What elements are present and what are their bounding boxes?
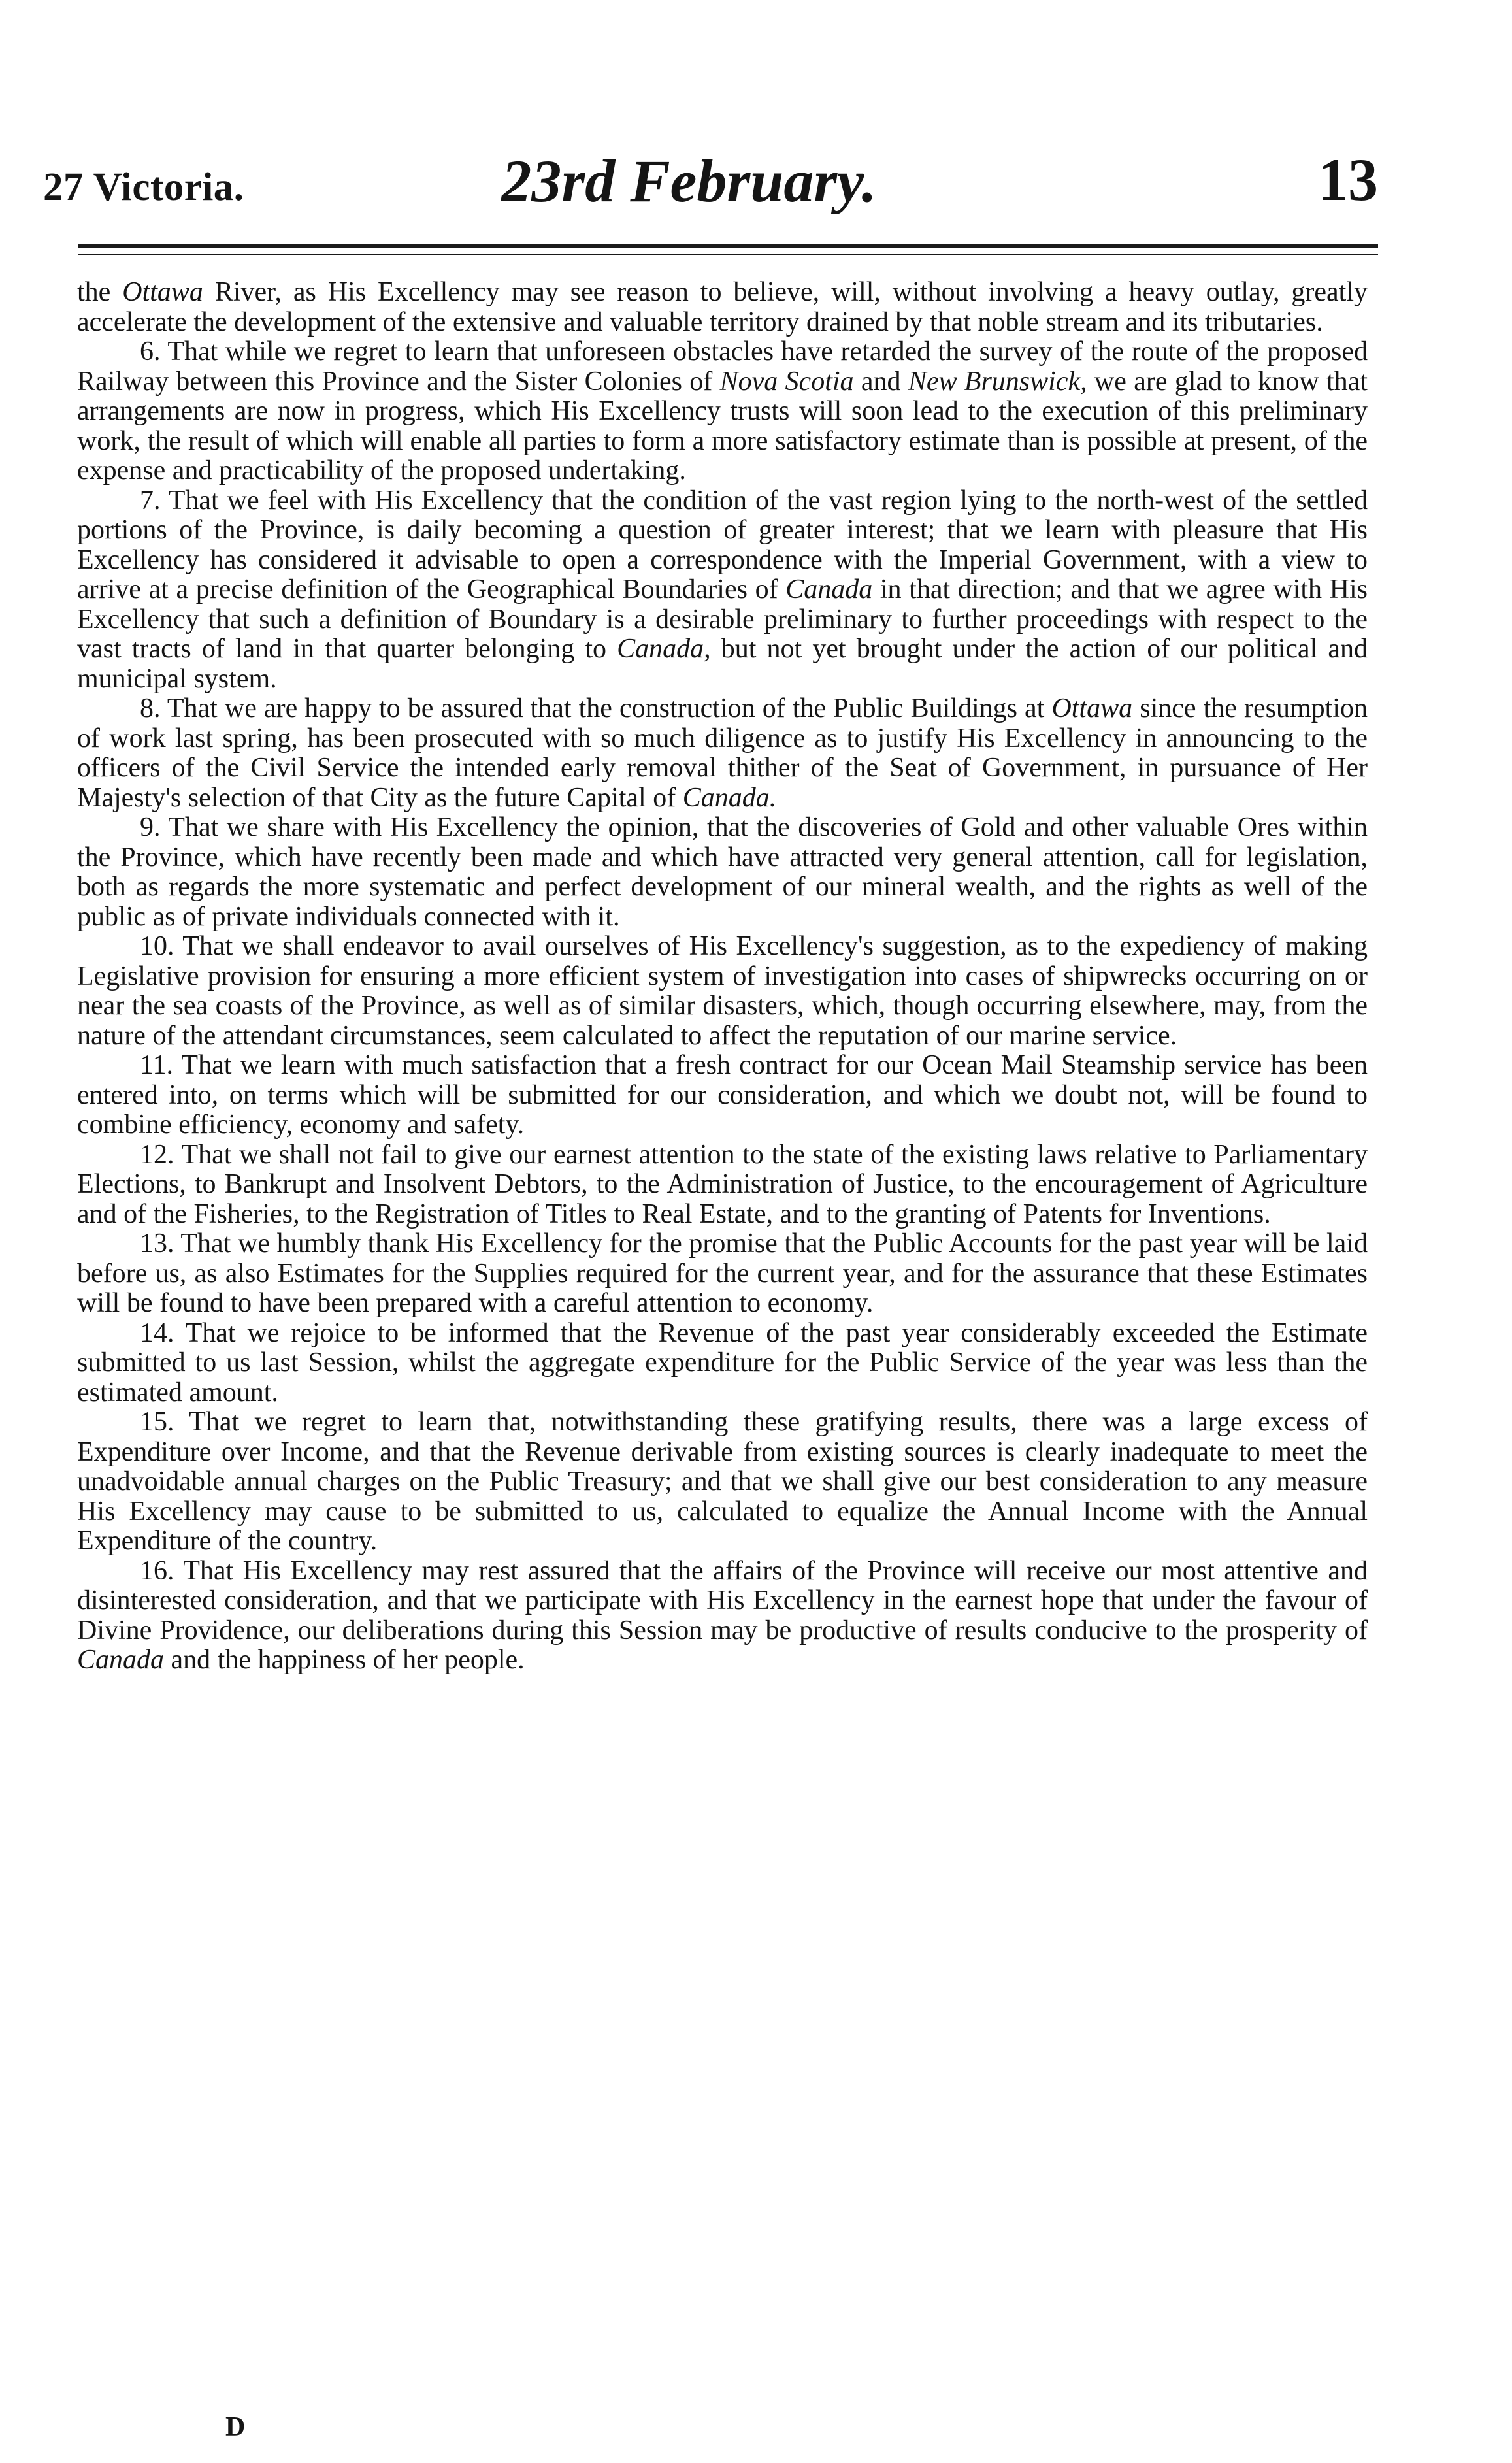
paragraph-14: 14. That we rejoice to be informed that the Revenue of the past year considerably exceeded the Estimate submitted to us last Session, whilst the aggregate expenditure for the Public Service of the year was less than the estimated amount.	[77, 1317, 1368, 1408]
paragraph-11: 11. That we learn with much satisfaction that a fresh contract for our Ocean Mail Steamship service has been entered into, on terms which will be submitted for our consideration, and which we doubt not, will be found to combine efficiency, economy and safety.	[77, 1050, 1368, 1140]
paragraph-7: 7. That we feel with His Excellency that the condition of the vast region lying to the north-west of the settled portions of the Province, is daily becoming a question of greater interest; that we learn with pleasure that His Excellency has considered it advisable to open a correspondence with the Imperial Government, with a view to arrive at a precise definition of the Geographical Boundaries of Canada in that direction; and that we agree with His Excellency that such a definition of Boundary is a desirable preliminary to further proceedings with respect to the vast tracts of land in that quarter belonging to Canada, but not yet brought under the action of our political and municipal system.	[77, 485, 1368, 694]
paragraph-8: 8. That we are happy to be assured that the construction of the Public Buildings at Ottawa since the resumption of work last spring, has been prosecuted with so much diligence as to justify His Excellency in announcing to the officers of the Civil Service the intended early removal thither of the Seat of Government, in pursuance of Her Majesty's selection of that City as the future Capital of Canada.	[77, 693, 1368, 813]
page-header	[39, 137, 1378, 216]
paragraph-13: 13. That we humbly thank His Excellency for the promise that the Public Accounts for the past year will be laid before us, as also Estimates for the Supplies required for the current year, and for the assurance that these Estimates will be found to have been prepared with a careful attention to economy.	[77, 1229, 1368, 1318]
page-date-title: 23rd February.	[501, 148, 877, 214]
page-number: 13	[1318, 146, 1378, 213]
paragraph-6: 6. That while we regret to learn that unforeseen obstacles have retarded the survey of the route of the proposed Railway between this Province and the Sister Colonies of Nova Scotia and New Brunswick, we are glad to know that arrangements are now in progress, which His Excellency trusts will soon lead to the execution of this preliminary work, the result of which will enable all parties to form a more satisfactory estimate than is possible at present, of the expense and practicability of the proposed undertaking.	[77, 337, 1368, 486]
paragraph-10: 10. That we shall endeavor to avail ourselves of His Excellency's suggestion, as to the expediency of making Legislative provision for ensuring a more efficient system of investigation into cases of shipwrecks occurring on or near the sea coasts of the Province, as well as of similar disasters, which, though occurring elsewhere, may, from the nature of the attendant circumstances, seem calculated to affect the reputation of our marine service.	[77, 931, 1368, 1051]
paragraph-9: 9. That we share with His Excellency the opinion, that the discoveries of Gold and other valuable Ores within the Province, which have recently been made and which have attracted very general attention, call for legislation, both as regards the more systematic and perfect development of our mineral wealth, and the rights as well of the public as of private individuals connected with it.	[77, 812, 1368, 932]
header-rule-thick	[78, 244, 1378, 248]
paragraph-continued: the Ottawa River, as His Excellency may see reason to believe, will, without involving a heavy outlay, greatly accelerate the development of the extensive and valuable territory drained by that noble stream and its tributaries.	[77, 277, 1368, 337]
body-text	[77, 278, 1368, 1676]
regnal-year: 27 Victoria.	[43, 165, 244, 209]
paragraph-16: 16. That His Excellency may rest assured that the affairs of the Province will receive our most attentive and disinterested consideration, and that we participate with His Excellency in the earnest hope that under the favour of Divine Providence, our deliberations during this Session may be productive of results conducive to the prosperity of Canada and the happiness of her people.	[77, 1555, 1368, 1675]
paragraph-15: 15. That we regret to learn that, notwithstanding these gratifying results, there was a large excess of Expenditure over Income, and that the Revenue derivable from existing sources is clearly inadequate to meet the unadvoidable annual charges on the Public Treasury; and that we shall give our best consideration to any measure His Excellency may cause to be submitted to us, calculated to equalize the Annual Income with the Annual Expenditure of the country.	[77, 1407, 1368, 1556]
paragraph-12: 12. That we shall not fail to give our earnest attention to the state of the existing laws relative to Parliamentary Elections, to Bankrupt and Insolvent Debtors, to the Administration of Justice, to the encouragement of Agriculture and of the Fisheries, to the Registration of Titles to Real Estate, and to the granting of Patents for Inventions.	[77, 1139, 1368, 1229]
signature-mark: D	[225, 2412, 246, 2442]
header-rule-thin	[78, 254, 1378, 255]
